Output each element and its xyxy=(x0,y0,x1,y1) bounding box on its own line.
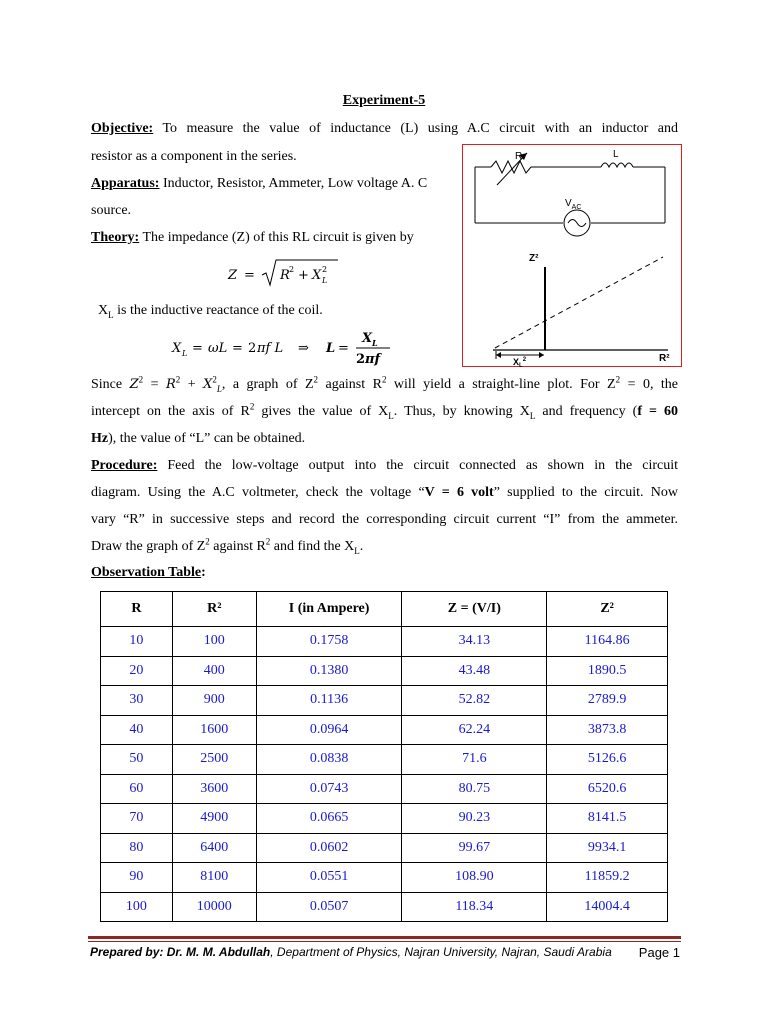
procedure-line-3: vary “R” in successive steps and record the corresponding circuit current “I” from the ammeter. xyxy=(91,512,678,527)
header-r2: R² xyxy=(172,592,256,627)
svg-text:πf: πf xyxy=(365,352,381,367)
table-cell: 6520.6 xyxy=(547,774,668,804)
header-z2: Z² xyxy=(547,592,668,627)
svg-text:=: = xyxy=(244,268,255,283)
table-row xyxy=(101,774,668,804)
table-row xyxy=(101,656,668,686)
apparatus-text-2: source. xyxy=(91,203,132,218)
table-cell: 40 xyxy=(101,715,173,745)
table-row xyxy=(101,892,668,922)
table-cell: 8100 xyxy=(172,863,256,893)
svg-text:⇒: ⇒ xyxy=(298,341,309,356)
svg-text:+: + xyxy=(298,268,309,283)
graph-xl-label: $X_L^2$ xyxy=(513,357,527,369)
header-r: R xyxy=(101,592,173,627)
table-cell: 0.0665 xyxy=(256,804,402,834)
observation-table xyxy=(100,591,668,922)
table-cell: 43.48 xyxy=(402,656,547,686)
table-cell: 90 xyxy=(101,863,173,893)
svg-text:2: 2 xyxy=(289,265,295,274)
table-row xyxy=(101,863,668,893)
table-cell: 0.1380 xyxy=(256,656,402,686)
table-cell: 60 xyxy=(101,774,173,804)
footer-prepared: Prepared by: xyxy=(90,945,164,959)
svg-text:X: X xyxy=(362,331,373,346)
table-cell: 0.0964 xyxy=(256,715,402,745)
since-line-1: Since $Z^2 = R^2 + X^2_L$, a graph of $Z^2$ against $R^2$ will yield a straight-line plot. For $Z^2 = 0$, the xyxy=(91,374,679,394)
svg-text:R: R xyxy=(280,268,290,283)
xl-definition-text: is the inductive reactance of the coil. xyxy=(117,303,323,318)
objective-label: Objective: xyxy=(91,121,154,136)
table-row xyxy=(101,833,668,863)
observation-table-label: Observation Table: xyxy=(91,565,206,580)
inductor-label: L xyxy=(613,149,619,160)
table-cell: 0.0838 xyxy=(256,745,402,775)
svg-text:=: = xyxy=(232,341,243,356)
table-cell: 9934.1 xyxy=(547,833,668,863)
table-cell: 80 xyxy=(101,833,173,863)
svg-text:Z: Z xyxy=(228,268,238,283)
impedance-formula xyxy=(226,255,346,291)
table-cell: 4900 xyxy=(172,804,256,834)
page-title: Experiment-5 xyxy=(342,93,426,108)
footer-author: Dr. M. M. Abdullah xyxy=(166,945,271,959)
table-cell: 0.0602 xyxy=(256,833,402,863)
procedure-line-1: Procedure: Feed the low-voltage output into the circuit connected as shown in the circuit xyxy=(91,458,679,473)
table-cell: 100 xyxy=(172,627,256,657)
table-cell: 62.24 xyxy=(402,715,547,745)
circuit-graph-figure xyxy=(462,144,682,367)
svg-text:L: L xyxy=(326,341,336,356)
table-row xyxy=(101,627,668,657)
table-row xyxy=(101,804,668,834)
footer-dept: , Department of Physics, Najran University, Najran, Saudi Arabia xyxy=(270,945,612,959)
objective-line-1 xyxy=(91,121,678,137)
footer-rule-thick xyxy=(88,936,681,939)
graph-y-label: Z² xyxy=(529,253,539,264)
table-cell: 400 xyxy=(172,656,256,686)
theory-line xyxy=(91,230,461,246)
table-cell: 52.82 xyxy=(402,686,547,716)
table-row xyxy=(101,745,668,775)
circuit-diagram xyxy=(463,145,680,369)
table-cell: 20 xyxy=(101,656,173,686)
procedure-label: Procedure: xyxy=(91,458,158,473)
table-cell: 0.0551 xyxy=(256,863,402,893)
table-cell: 99.67 xyxy=(402,833,547,863)
table-header-row xyxy=(101,592,668,627)
table-row xyxy=(101,715,668,745)
table-cell: 108.90 xyxy=(402,863,547,893)
objective-text-1: To measure the value of inductance (L) using A.C circuit with an inductor and xyxy=(162,121,678,136)
table-cell: 14004.4 xyxy=(547,892,668,922)
table-cell: 10000 xyxy=(172,892,256,922)
table-row xyxy=(101,686,668,716)
table-cell: 900 xyxy=(172,686,256,716)
since-line-2: intercept on the axis of $R^2$ gives the value of $X_L$. Thus, by knowing $X_L$ and frequency (f = 60 xyxy=(91,401,679,421)
table-cell: 1890.5 xyxy=(547,656,668,686)
theory-text: The impedance (Z) of this RL circuit is given by xyxy=(142,230,414,245)
table-cell: 70 xyxy=(101,804,173,834)
table-cell: 2500 xyxy=(172,745,256,775)
svg-text:2: 2 xyxy=(248,341,257,356)
table-cell: 3600 xyxy=(172,774,256,804)
theory-label: Theory: xyxy=(91,230,140,245)
table-cell: 0.0507 xyxy=(256,892,402,922)
table-cell: 30 xyxy=(101,686,173,716)
vac-label: $V_{AC}$ xyxy=(565,198,582,211)
table-cell: 1164.86 xyxy=(547,627,668,657)
resistor-label: R xyxy=(515,151,523,162)
svg-text:2: 2 xyxy=(322,265,328,274)
footer xyxy=(90,945,680,959)
table-cell: 0.0743 xyxy=(256,774,402,804)
objective-text-2: resistor as a component in the series. xyxy=(91,149,297,164)
table-cell: 1600 xyxy=(172,715,256,745)
xl-definition: $X_L$ is the inductive reactance of the coil. xyxy=(98,303,323,320)
table-cell: 3873.8 xyxy=(547,715,668,745)
table-cell: 34.13 xyxy=(402,627,547,657)
svg-text:=: = xyxy=(338,341,349,356)
procedure-line-4: Draw the graph of $Z^2$ against $R^2$ and find the $X_L$. xyxy=(91,536,364,556)
apparatus-label: Apparatus: xyxy=(91,176,160,191)
svg-text:X: X xyxy=(312,268,322,283)
table-cell: 90.23 xyxy=(402,804,547,834)
header-current: I (in Ampere) xyxy=(256,592,402,627)
table-cell: 118.34 xyxy=(402,892,547,922)
table-cell: 8141.5 xyxy=(547,804,668,834)
svg-text:πf L: πf L xyxy=(257,341,284,356)
table-cell: 71.6 xyxy=(402,745,547,775)
apparatus-line-1 xyxy=(91,176,461,192)
header-impedance: Z = (V/I) xyxy=(402,592,547,627)
table-cell: 100 xyxy=(101,892,173,922)
page-number: Page 1 xyxy=(638,945,680,960)
svg-text:2: 2 xyxy=(356,352,366,367)
svg-text:L: L xyxy=(372,338,378,348)
table-cell: 0.1136 xyxy=(256,686,402,716)
apparatus-text-1: Inductor, Resistor, Ammeter, Low voltage A. C xyxy=(162,176,428,191)
svg-text:L: L xyxy=(322,276,328,285)
footer-rule-thin xyxy=(88,941,681,942)
table-cell: 80.75 xyxy=(402,774,547,804)
svg-text:ωL: ωL xyxy=(208,341,228,356)
svg-text:=: = xyxy=(192,341,203,356)
table-cell: 10 xyxy=(101,627,173,657)
graph-x-label: R² xyxy=(659,353,670,364)
procedure-line-2: diagram. Using the A.C voltmeter, check the voltage “V = 6 volt” supplied to the circuit. Now xyxy=(91,485,678,500)
xl-formula xyxy=(170,326,400,368)
table-cell: 0.1758 xyxy=(256,627,402,657)
svg-text:X: X xyxy=(172,341,182,356)
table-cell: 6400 xyxy=(172,833,256,863)
table-cell: 11859.2 xyxy=(547,863,668,893)
table-cell: 5126.6 xyxy=(547,745,668,775)
svg-text:L: L xyxy=(182,349,188,358)
table-cell: 2789.9 xyxy=(547,686,668,716)
since-line-3: Hz), the value of “L” can be obtained. xyxy=(91,431,306,446)
table-cell: 50 xyxy=(101,745,173,775)
